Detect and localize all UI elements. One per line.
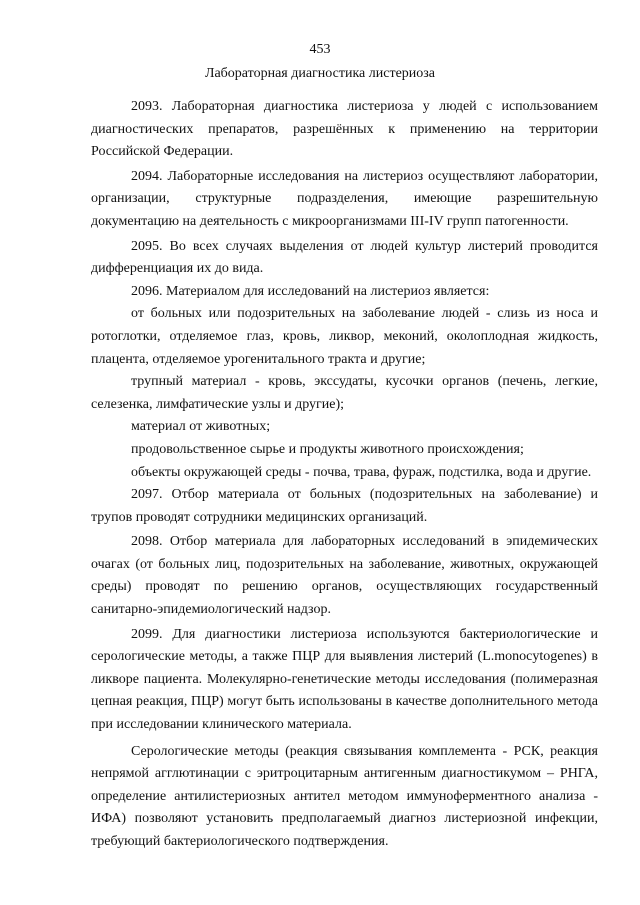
list-item-cadaver: трупный материал - кровь, экссудаты, кусочки органов (печень, легкие, селезенка, лимфатические узлы и другие); bbox=[91, 374, 598, 412]
page-number: 453 bbox=[309, 42, 331, 57]
list-item-food: продовольственное сырье и продукты животного происхождения; bbox=[131, 441, 524, 457]
paragraph-2094: 2094. Лабораторные исследования на листериоз осуществляют лаборатории, организации, структурные подразделения, имеющие разрешительную документацию на деятельность с микроорганизмами III-IV групп патогенности. bbox=[91, 168, 598, 229]
paragraph-2093: 2093. Лабораторная диагностика листериоза у людей с использованием диагностических препаратов, разрешённых к применению на территории Российской Федерации. bbox=[91, 99, 598, 160]
paragraph-2097: 2097. Отбор материала от больных (подозрительных на заболевание) и трупов проводят сотрудники медицинских организаций. bbox=[91, 487, 598, 525]
paragraph-serology: Серологические методы (реакция связывания комплемента - РСК, реакция непрямой агглютинации с эритроцитарным антигенным диагностикумом – РНГА, определение антилистериозных антител методом иммуноферментного анализа - ИФА) позволяют установить предполагаемый диагноз листериозной инфекции, требующий бактериологического подтверждения. bbox=[91, 743, 598, 849]
section-heading: Лабораторная диагностика листериоза bbox=[204, 66, 436, 81]
paragraph-2099: 2099. Для диагностики листериоза используются бактериологические и серологические методы, а также ПЦР для выявления листерий (L.monocytogenes) в ликворе пациента. Молекулярно-генетические методы исследования (полимеразная цепная реакция, ПЦР) могут быть использованы в качестве дополнительного метода при исследовании клинического материала. bbox=[91, 626, 598, 733]
list-item-patients: от больных или подозрительных на заболевание людей - слизь из носа и ротоглотки, отделяемое глаз, кровь, ликвор, меконий, околоплодная жидкость, плацента, отделяемое урогенитального тракта и другие; bbox=[91, 306, 598, 367]
paragraph-2098: 2098. Отбор материала для лабораторных исследований в эпидемических очагах (от больных лиц, подозрительных на заболевание, животных, окружающей среды) проводят по решению органов, осуществляющих государственный санитарно-эпидемиологический надзор. bbox=[91, 534, 598, 618]
document-body bbox=[91, 96, 598, 854]
list-item-animals: материал от животных; bbox=[131, 419, 271, 435]
paragraph-2095: 2095. Во всех случаях выделения от людей культур листерий проводится дифференциация их до вида. bbox=[91, 238, 598, 277]
paragraph-2096: 2096. Материалом для исследований на листериоз является: bbox=[131, 283, 490, 299]
list-item-environment: объекты окружающей среды - почва, трава, фураж, подстилка, вода и другие. bbox=[131, 464, 592, 480]
